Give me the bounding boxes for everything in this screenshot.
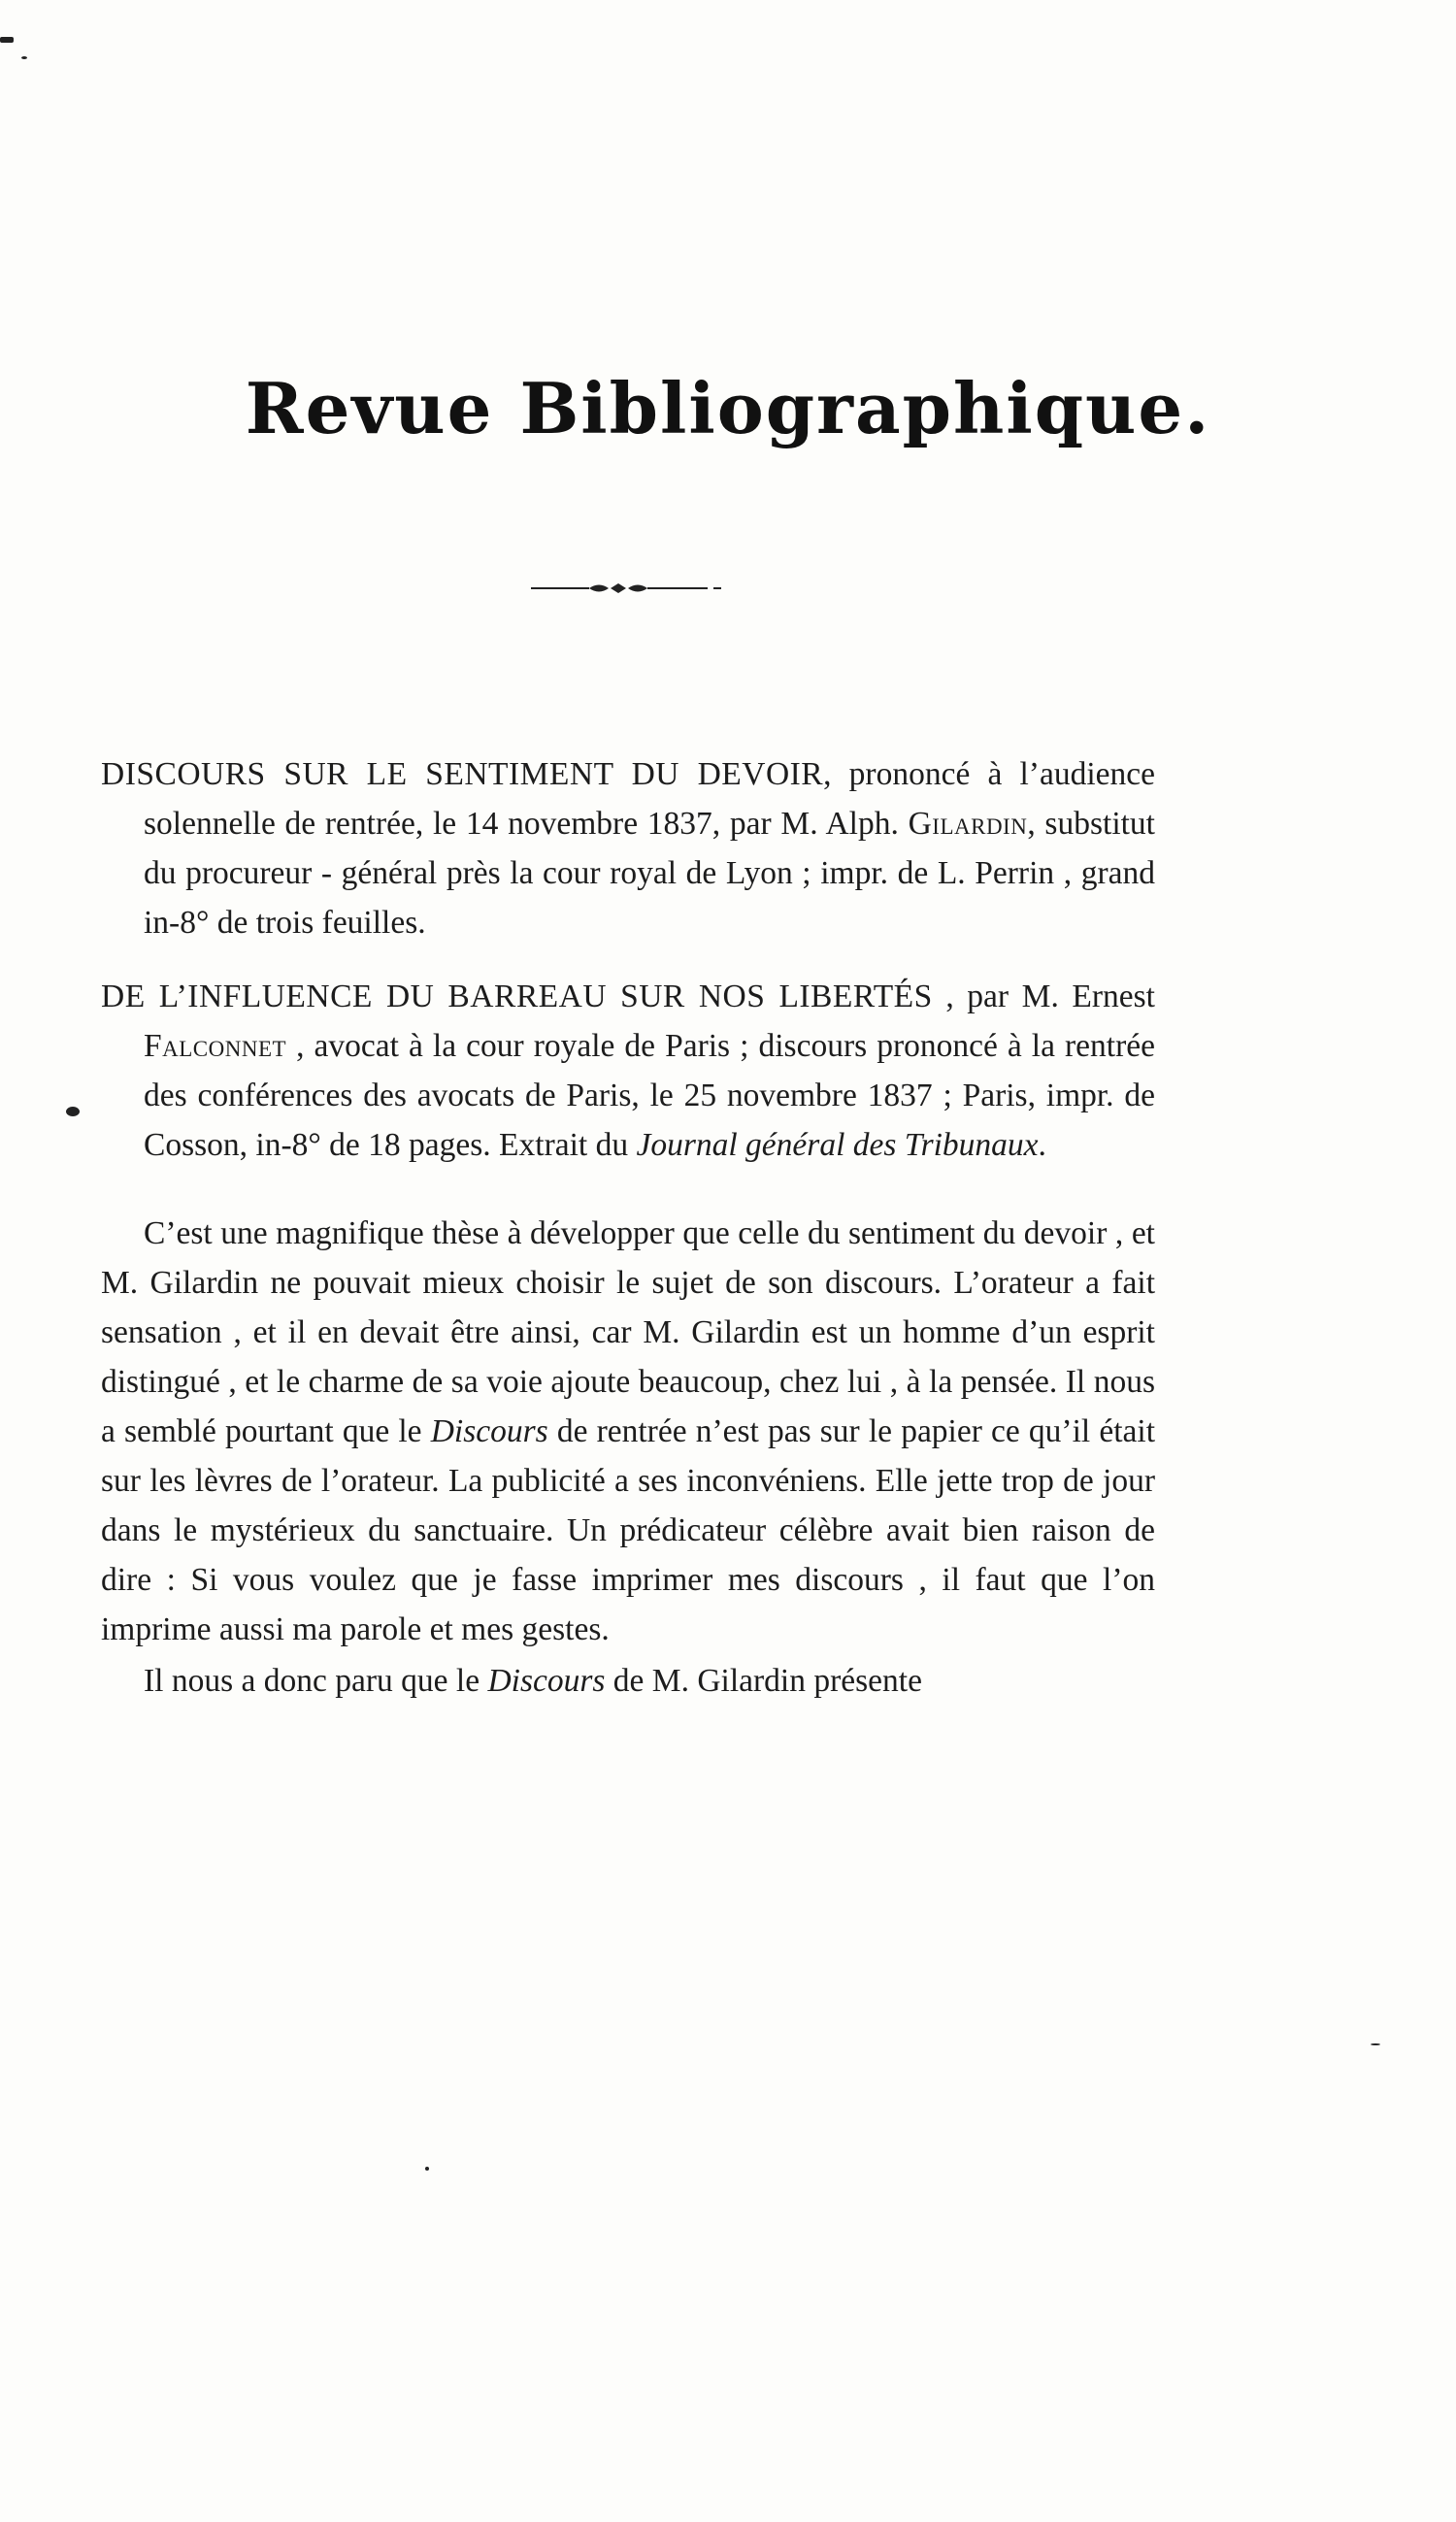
discours-word: Discours	[487, 1663, 606, 1699]
bibliographic-entry	[101, 972, 1155, 1170]
paragraph-text: de rentrée n’est pas sur le papier ce qu’il était sur les lèvres de l’orateur. La publicité a ses inconvéniens. Elle jette trop de jour dans le mystérieux du sanctuaire. Un prédicateur célèbre avait bien raison de dire : Si vous voulez que je fasse imprimer mes discours , il faut que l’on imprime aussi ma parole et mes gestes.	[101, 1413, 1155, 1647]
entry-text: , par M. Ernest	[932, 979, 1155, 1014]
entry-text: , prononcé à l’audience solennelle de rentrée, le 14 novembre 1837, par M. Alph.	[144, 756, 1155, 842]
ink-mark	[66, 1107, 80, 1116]
paragraph-text: C’est une magnifique thèse à développer que celle du sentiment du devoir , et M. Gilardin ne pouvait mieux choisir le sujet de son discours. L’orateur a fait sensation , et il en devait être ainsi, car M. Gilardin est un homme d’un esprit distingué , et le charme de sa voie ajoute beaucoup, chez lui , à la pensée. Il nous a semblé pourtant que le	[101, 1215, 1155, 1449]
entry-author: Falconnet	[144, 1028, 287, 1064]
body-paragraph	[101, 1209, 1155, 1654]
page-title: Revue Bibliographique.	[245, 367, 1211, 449]
entry-heading: DISCOURS SUR LE SENTIMENT DU DEVOIR	[101, 756, 824, 792]
body-paragraph	[101, 1656, 1155, 1706]
paragraph-text: Il nous a donc paru que le	[144, 1663, 488, 1699]
bibliographic-entry	[101, 749, 1155, 947]
ink-mark	[425, 2167, 429, 2171]
ink-mark	[1371, 2043, 1380, 2045]
entry-text: , substitut du procureur - général près la cour royal de Lyon ; impr. de L. Perrin , grand in-8° de trois feuilles.	[144, 806, 1155, 941]
entry-heading: DE L’INFLUENCE DU BARREAU SUR NOS LIBERTÉS	[101, 979, 933, 1014]
ink-mark	[0, 37, 14, 43]
entry-text: .	[1038, 1127, 1046, 1163]
entry-text: , avocat à la cour royale de Paris ; discours prononcé à la rentrée des conférences des avocats de Paris, le 25 novembre 1837 ; Paris, impr. de Cosson, in-8° de 18 pages. Extrait du	[144, 1028, 1155, 1163]
text-block	[101, 749, 1155, 1706]
ink-mark	[21, 56, 27, 59]
entry-author: Gilardin	[908, 806, 1028, 842]
ornament-divider	[529, 579, 723, 598]
journal-title: Journal général des Tribunaux	[636, 1127, 1039, 1163]
paragraph-text: de M. Gilardin présente	[605, 1663, 922, 1699]
discours-word: Discours	[430, 1413, 548, 1449]
